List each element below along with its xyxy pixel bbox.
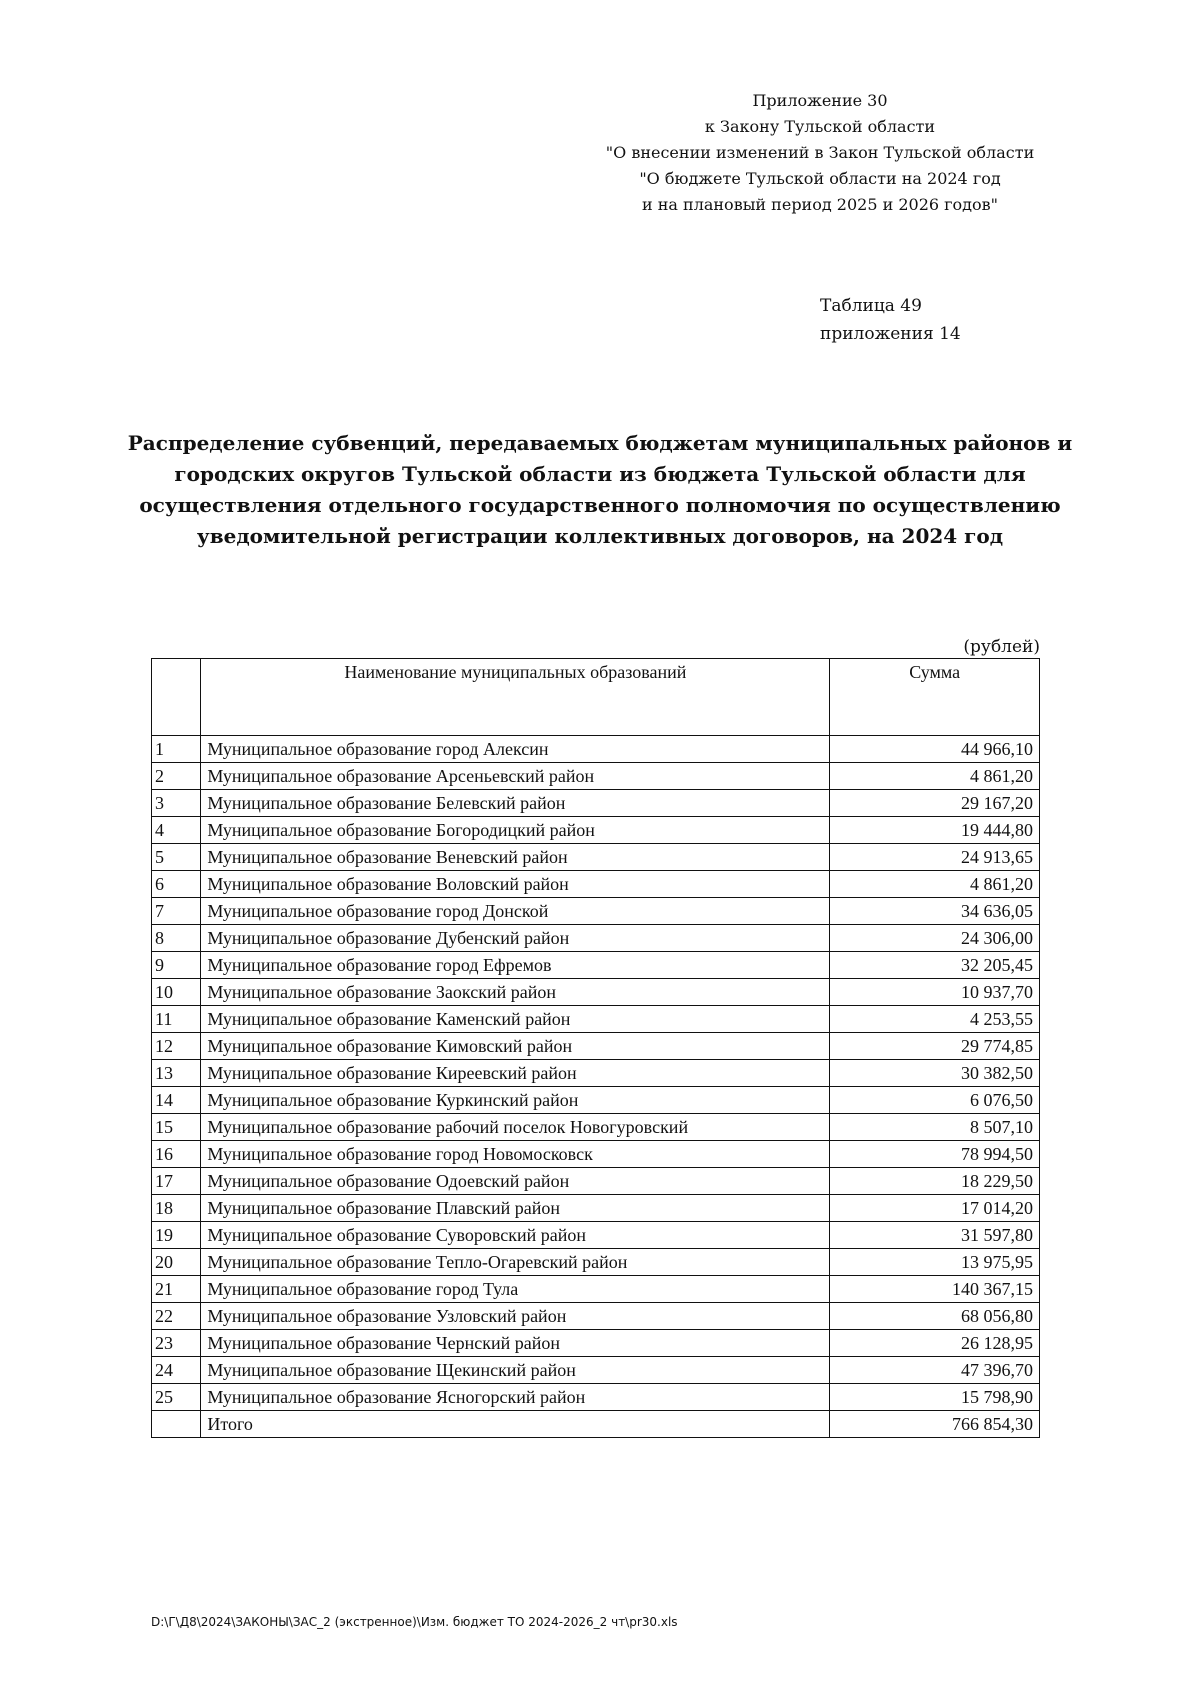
- row-sum: 4 253,55: [830, 1006, 1040, 1033]
- row-number: 6: [152, 871, 201, 898]
- table-row: [152, 1222, 1040, 1249]
- row-name: Муниципальное образование город Донской: [201, 898, 830, 925]
- table-row: [152, 844, 1040, 871]
- row-name: Муниципальное образование Киреевский район: [201, 1060, 830, 1087]
- row-number: 3: [152, 790, 201, 817]
- row-number: 10: [152, 979, 201, 1006]
- row-name: Муниципальное образование Каменский район: [201, 1006, 830, 1033]
- row-name: Муниципальное образование Куркинский район: [201, 1087, 830, 1114]
- table-row: [152, 1384, 1040, 1411]
- row-sum: 78 994,50: [830, 1141, 1040, 1168]
- row-name: Муниципальное образование Узловский район: [201, 1303, 830, 1330]
- row-sum: 34 636,05: [830, 898, 1040, 925]
- row-sum: 4 861,20: [830, 871, 1040, 898]
- document-title-line: Распределение субвенций, передаваемых бюджетам муниципальных районов и: [127, 431, 1073, 455]
- row-name: Муниципальное образование Веневский район: [201, 844, 830, 871]
- subsidy-table: [151, 658, 1040, 1438]
- row-number: 13: [152, 1060, 201, 1087]
- table-row: [152, 1033, 1040, 1060]
- row-number: 20: [152, 1249, 201, 1276]
- table-row: [152, 763, 1040, 790]
- row-name: Муниципальное образование Арсеньевский район: [201, 763, 830, 790]
- row-sum: 10 937,70: [830, 979, 1040, 1006]
- row-name: Муниципальное образование Суворовский район: [201, 1222, 830, 1249]
- row-number: 1: [152, 736, 201, 763]
- document-title-line: уведомительной регистрации коллективных договоров, на 2024 год: [196, 524, 1004, 548]
- row-sum: 29 167,20: [830, 790, 1040, 817]
- appendix-header-line: к Закону Тульской области: [704, 117, 936, 136]
- row-sum: 19 444,80: [830, 817, 1040, 844]
- row-number: 14: [152, 1087, 201, 1114]
- table-row: [152, 1357, 1040, 1384]
- row-sum: 44 966,10: [830, 736, 1040, 763]
- table-row: [152, 979, 1040, 1006]
- row-sum: 24 913,65: [830, 844, 1040, 871]
- row-name: Муниципальное образование рабочий поселок Новогуровский: [201, 1114, 830, 1141]
- row-number: 17: [152, 1168, 201, 1195]
- units-label: (рублей): [963, 637, 1040, 657]
- row-number: 22: [152, 1303, 201, 1330]
- table-reference: [820, 292, 970, 348]
- row-name: Муниципальное образование город Новомосковск: [201, 1141, 830, 1168]
- header-num: [152, 659, 201, 736]
- appendix-header-line: "О внесении изменений в Закон Тульской области: [605, 143, 1035, 162]
- row-name: Муниципальное образование Богородицкий район: [201, 817, 830, 844]
- row-name: Муниципальное образование Белевский район: [201, 790, 830, 817]
- table-row: [152, 1114, 1040, 1141]
- table-row: [152, 871, 1040, 898]
- row-number: 18: [152, 1195, 201, 1222]
- row-sum: 140 367,15: [830, 1276, 1040, 1303]
- table-row: [152, 1060, 1040, 1087]
- table-row: [152, 790, 1040, 817]
- total-num: [152, 1411, 201, 1438]
- table-row: [152, 1330, 1040, 1357]
- row-name: Муниципальное образование Тепло-Огаревский район: [201, 1249, 830, 1276]
- row-number: 24: [152, 1357, 201, 1384]
- header-sum: Сумма: [830, 659, 1040, 736]
- row-sum: 4 861,20: [830, 763, 1040, 790]
- table-row: [152, 1168, 1040, 1195]
- table-row: [152, 1006, 1040, 1033]
- table-row: [152, 1303, 1040, 1330]
- row-number: 23: [152, 1330, 201, 1357]
- row-name: Муниципальное образование Кимовский район: [201, 1033, 830, 1060]
- row-sum: 6 076,50: [830, 1087, 1040, 1114]
- row-sum: 31 597,80: [830, 1222, 1040, 1249]
- row-name: Муниципальное образование Заокский район: [201, 979, 830, 1006]
- table-row: [152, 1195, 1040, 1222]
- table-row: [152, 925, 1040, 952]
- row-sum: 15 798,90: [830, 1384, 1040, 1411]
- total-sum: 766 854,30: [830, 1411, 1040, 1438]
- row-number: 9: [152, 952, 201, 979]
- row-sum: 13 975,95: [830, 1249, 1040, 1276]
- row-name: Муниципальное образование город Тула: [201, 1276, 830, 1303]
- row-number: 2: [152, 763, 201, 790]
- header-name: Наименование муниципальных образований: [201, 659, 830, 736]
- row-number: 25: [152, 1384, 201, 1411]
- row-sum: 24 306,00: [830, 925, 1040, 952]
- row-sum: 26 128,95: [830, 1330, 1040, 1357]
- row-sum: 32 205,45: [830, 952, 1040, 979]
- document-title-line: городских округов Тульской области из бюджета Тульской области для: [174, 462, 1026, 486]
- row-name: Муниципальное образование город Ефремов: [201, 952, 830, 979]
- appendix-header-line: Приложение 30: [752, 91, 888, 110]
- appendix-number: приложения 14: [820, 324, 961, 344]
- row-name: Муниципальное образование Чернский район: [201, 1330, 830, 1357]
- table-row: [152, 1276, 1040, 1303]
- row-sum: 29 774,85: [830, 1033, 1040, 1060]
- row-sum: 8 507,10: [830, 1114, 1040, 1141]
- row-name: Муниципальное образование Одоевский район: [201, 1168, 830, 1195]
- row-number: 11: [152, 1006, 201, 1033]
- table-body: [152, 736, 1040, 1411]
- table-row: [152, 952, 1040, 979]
- row-number: 21: [152, 1276, 201, 1303]
- row-number: 5: [152, 844, 201, 871]
- row-number: 7: [152, 898, 201, 925]
- table-row: [152, 817, 1040, 844]
- row-number: 19: [152, 1222, 201, 1249]
- row-name: Муниципальное образование Плавский район: [201, 1195, 830, 1222]
- row-name: Муниципальное образование Дубенский район: [201, 925, 830, 952]
- table-row: [152, 1249, 1040, 1276]
- appendix-header-line: и на плановый период 2025 и 2026 годов": [641, 195, 999, 214]
- row-number: 8: [152, 925, 201, 952]
- appendix-header: [560, 88, 1080, 218]
- row-sum: 30 382,50: [830, 1060, 1040, 1087]
- document-title: [120, 428, 1080, 552]
- row-sum: 68 056,80: [830, 1303, 1040, 1330]
- row-name: Муниципальное образование Щекинский район: [201, 1357, 830, 1384]
- table-row: [152, 1087, 1040, 1114]
- row-name: Муниципальное образование город Алексин: [201, 736, 830, 763]
- file-path: D:\Г\Д8\2024\ЗАКОНЫ\ЗАС_2 (экстренное)\Изм. бюджет ТО 2024-2026_2 чт\pr30.xls: [151, 1615, 678, 1629]
- total-label: Итого: [201, 1411, 830, 1438]
- row-number: 16: [152, 1141, 201, 1168]
- row-sum: 47 396,70: [830, 1357, 1040, 1384]
- row-number: 15: [152, 1114, 201, 1141]
- document-title-line: осуществления отдельного государственного полномочия по осуществлению: [139, 493, 1061, 517]
- appendix-header-line: "О бюджете Тульской области на 2024 год: [639, 169, 1001, 188]
- table-header-row: [152, 659, 1040, 736]
- row-name: Муниципальное образование Воловский район: [201, 871, 830, 898]
- table-number: Таблица 49: [820, 296, 922, 316]
- row-sum: 18 229,50: [830, 1168, 1040, 1195]
- row-number: 12: [152, 1033, 201, 1060]
- row-sum: 17 014,20: [830, 1195, 1040, 1222]
- table-row: [152, 736, 1040, 763]
- table-row: [152, 1141, 1040, 1168]
- row-name: Муниципальное образование Ясногорский район: [201, 1384, 830, 1411]
- total-row: [152, 1411, 1040, 1438]
- table-row: [152, 898, 1040, 925]
- row-number: 4: [152, 817, 201, 844]
